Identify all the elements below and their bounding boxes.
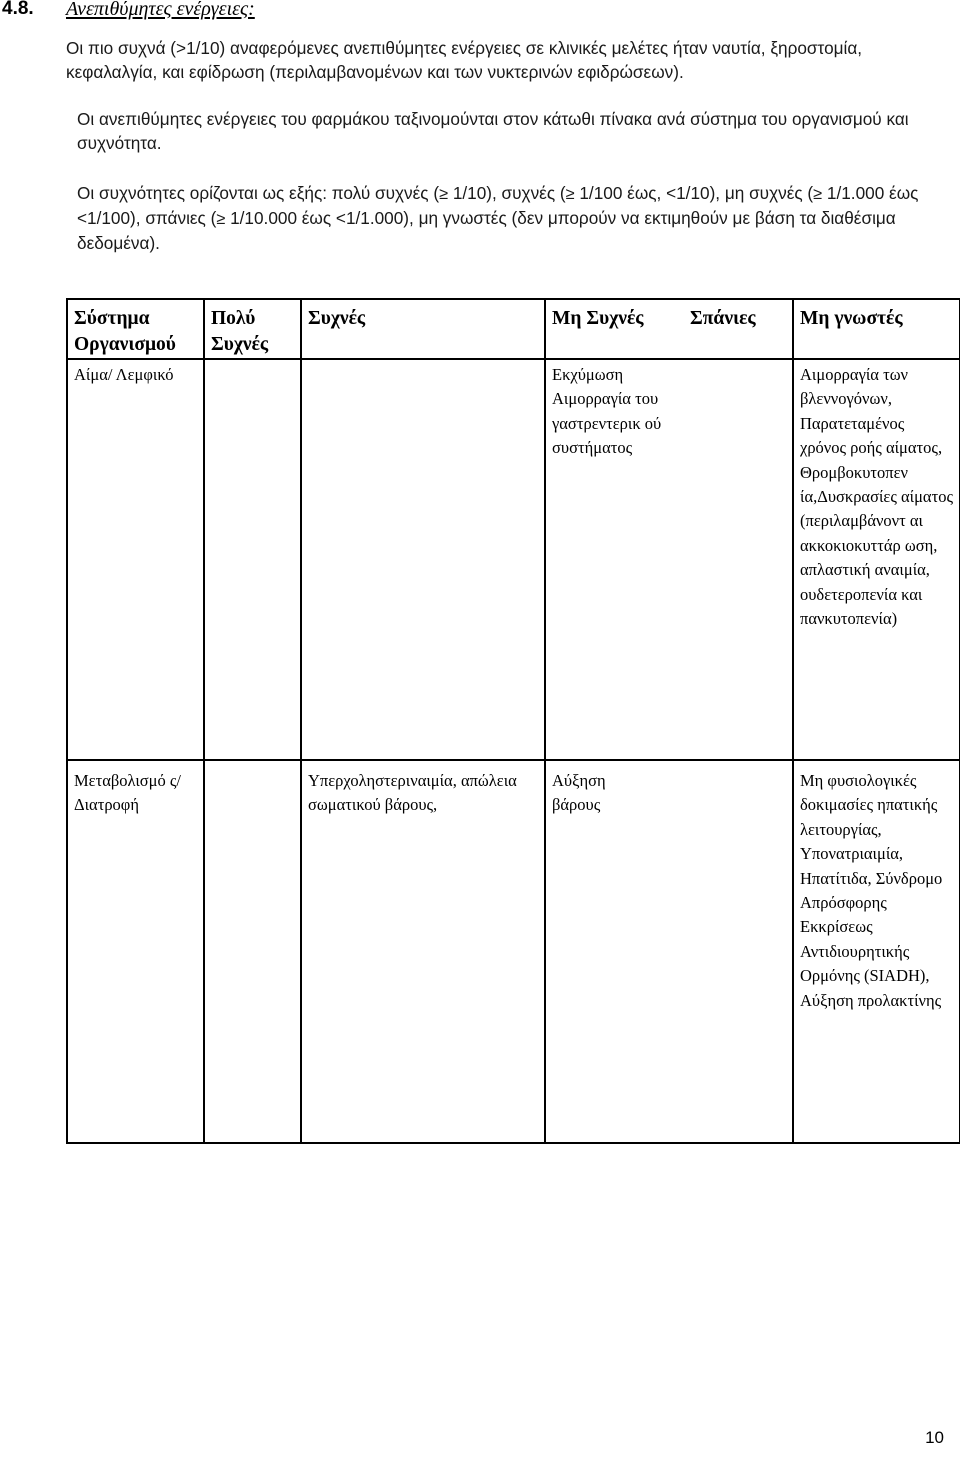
cell-common bbox=[301, 359, 545, 760]
freq-text-c: 1/100 έως, <1/10), μη συχνές ( bbox=[579, 183, 814, 203]
frequency-definition-paragraph bbox=[77, 181, 947, 255]
header-rare: Σπάνιες bbox=[690, 308, 756, 329]
header-system: Σύστημα Οργανισμού bbox=[67, 299, 204, 359]
ge-symbol: ≥ bbox=[565, 185, 575, 203]
header-very-common: Πολύ Συχνές bbox=[204, 299, 301, 359]
cell-very-common bbox=[204, 760, 301, 1143]
cell-uncommon: Αύξηση βάρους bbox=[552, 771, 606, 815]
cell-very-common bbox=[204, 359, 301, 760]
page-number: 10 bbox=[925, 1428, 944, 1447]
cell-unknown: Μη φυσιολογικές δοκιμασίες ηπατικής λειτουργίας, Υπονατριαιμία, Ηπατίτιδα, Σύνδρομο Απρόσφορης Εκκρίσεως Αντιδιουρητικής Ορμόνης (SIADH), Αύξηση προλακτίνης bbox=[793, 760, 960, 1143]
section-title: Ανεπιθύμητες ενέργειες: bbox=[66, 0, 255, 20]
cell-unknown: Αιμορραγία των βλεννογόνων, Παρατεταμένος χρόνος ροής αίματος, Θρομβοκυτοπεν ία,Δυσκρασίες αίματος (περιλαμβάνοντ αι ακκοκιοκυττάρ ωση, απλαστική αναιμία, ουδετεροπενία και πανκυτοπενία) bbox=[793, 359, 960, 760]
classification-paragraph: Οι ανεπιθύμητες ενέργειες του φαρμάκου ταξινομούνται στον κάτωθι πίνακα ανά σύστημα του οργανισμού και συχνότητα. bbox=[77, 109, 909, 153]
table-row bbox=[67, 359, 960, 760]
cell-uncommon: Εκχύμωση Αιμορραγία του γαστρεντερικ ού συστήματος bbox=[552, 365, 662, 458]
header-common: Συχνές bbox=[301, 299, 545, 359]
cell-system: Αίμα/ Λεμφικό bbox=[67, 359, 204, 760]
ge-symbol: ≥ bbox=[813, 185, 823, 203]
table-header-row bbox=[67, 299, 960, 359]
ge-symbol: ≥ bbox=[439, 185, 449, 203]
freq-text-e: 1/10.000 έως <1/1.000), μη γνωστές (δεν μπορούν να εκτιμηθούν με βάση τα διαθέσιμα δεδομένα). bbox=[77, 208, 896, 253]
cell-common: Υπερχοληστεριναιμία, απώλεια σωματικού βάρους, bbox=[301, 760, 545, 1143]
header-uncommon: Μη Συχνές bbox=[552, 308, 644, 329]
header-uncommon-rare bbox=[545, 299, 793, 359]
cell-system: Μεταβολισμό ς/Διατροφή bbox=[67, 760, 204, 1143]
freq-text-a: Οι συχνότητες ορίζονται ως εξής: πολύ συχνές ( bbox=[77, 183, 440, 203]
cell-uncommon-rare bbox=[545, 760, 793, 1143]
header-unknown: Μη γνωστές bbox=[793, 299, 960, 359]
intro-paragraph: Οι πιο συχνά (>1/10) αναφερόμενες ανεπιθύμητες ενέργειες σε κλινικές μελέτες ήταν ναυτία, ξηροστομία, κεφαλαλγία, και εφίδρωση (περιλαμβανομένων και των νυκτερινών εφιδρώσεων). bbox=[66, 38, 863, 82]
freq-text-b: 1/10), συχνές ( bbox=[452, 183, 566, 203]
cell-uncommon-rare bbox=[545, 359, 793, 760]
adverse-effects-table bbox=[66, 298, 960, 1144]
ge-symbol: ≥ bbox=[216, 210, 226, 228]
table-row bbox=[67, 760, 960, 1143]
section-number: 4.8. bbox=[2, 0, 34, 19]
freq-text-d: 1/1.000 έως <1/100), σπάνιες ( bbox=[77, 183, 919, 228]
